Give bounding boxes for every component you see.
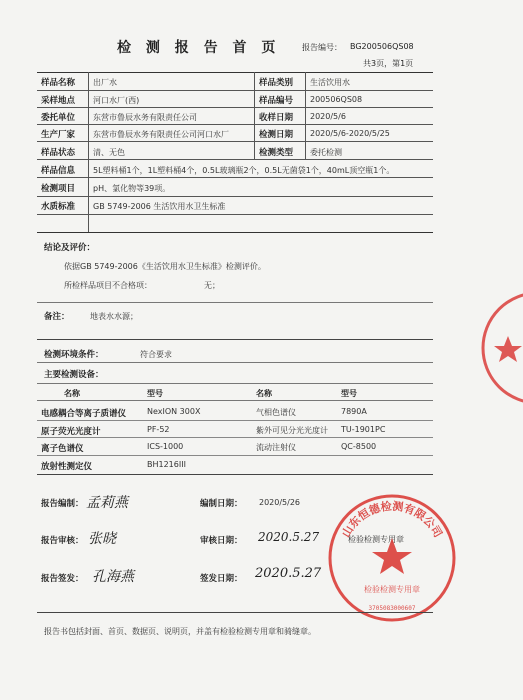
stamp-label-text: 检验检测专用章 <box>348 535 404 544</box>
equipment-name: 流动注射仪 <box>256 443 296 452</box>
table-divider <box>37 177 433 178</box>
divider <box>37 302 433 303</box>
label-receive-date: 收样日期 <box>259 113 294 123</box>
compiler-signature: 孟莉燕 <box>86 495 128 511</box>
label-sample-category: 样品类别 <box>259 78 294 88</box>
equipment-model: QC-8500 <box>341 442 377 451</box>
equipment-model: PF-52 <box>147 425 170 434</box>
label-test-date: 检测日期 <box>259 130 294 140</box>
footer-note: 报告书包括封面、首页、数据页、说明页，并盖有检验检测专用章和骑缝章。 <box>44 627 316 636</box>
fail-items-label: 所检样品项目不合格项： <box>64 281 152 290</box>
label-manufacturer: 生产厂家 <box>41 130 76 140</box>
value-receive-date: 2020/5/6 <box>310 112 346 121</box>
equipment-label: 主要检测设备： <box>44 370 104 380</box>
divider <box>37 474 433 475</box>
value-sampling-site: 河口水厂(西) <box>93 96 140 105</box>
equipment-name: 放射性测定仪 <box>41 462 93 472</box>
value-sample-number: 200506QS08 <box>310 95 363 104</box>
table-divider <box>37 124 433 125</box>
equipment-name: 原子荧光光度计 <box>41 427 101 437</box>
equipment-name: 气相色谱仪 <box>256 408 296 417</box>
conclusion-text: 依据GB 5749-2006《生活饮用水卫生标准》检测评价。 <box>64 262 266 271</box>
page-title: 检 测 报 告 首 页 <box>117 40 281 56</box>
value-water-standard: GB 5749-2006 生活饮用水卫生标准 <box>93 202 226 211</box>
divider <box>37 420 433 421</box>
conclusion-label: 结论及评价： <box>44 243 96 253</box>
environment-label: 检测环境条件： <box>44 350 104 360</box>
value-test-date: 2020/5/6-2020/5/25 <box>310 129 390 138</box>
divider <box>37 437 433 438</box>
remark-value: 地表水水源； <box>90 312 138 321</box>
review-date-label: 审核日期： <box>200 536 243 546</box>
equipment-col-model-2: 型号 <box>341 389 357 398</box>
reviewer-signature: 张晓 <box>88 531 116 547</box>
reviewer-label: 报告审核： <box>41 536 84 546</box>
divider <box>37 455 433 456</box>
label-client: 委托单位 <box>41 113 76 123</box>
label-sampling-site: 采样地点 <box>41 96 76 106</box>
label-sample-state: 样品状态 <box>41 148 76 158</box>
report-number-label: 报告编号： <box>302 43 342 52</box>
report-number: BG200506QS08 <box>350 42 414 51</box>
remark-label: 备注： <box>44 312 70 322</box>
value-sample-category: 生活饮用水 <box>310 78 350 87</box>
table-divider <box>37 90 433 91</box>
table-divider <box>37 159 433 160</box>
label-test-type: 检测类型 <box>259 148 294 158</box>
equipment-col-name-2: 名称 <box>256 389 272 398</box>
fail-items-value: 无； <box>204 281 220 290</box>
svg-text:3705083000607: 3705083000607 <box>368 605 416 612</box>
value-sample-name: 出厂水 <box>93 78 117 87</box>
divider <box>37 339 433 340</box>
compile-date: 2020/5/26 <box>259 498 301 507</box>
table-bottom-border <box>37 232 433 233</box>
divider <box>37 612 433 613</box>
equipment-name: 离子色谱仪 <box>41 444 84 454</box>
official-stamp <box>322 488 462 628</box>
equipment-model: BH1216III <box>147 460 186 469</box>
issue-date-label: 签发日期： <box>200 574 243 584</box>
table-divider <box>37 141 433 142</box>
value-test-items: pH、氯化物等39项。 <box>93 184 171 193</box>
label-sample-number: 样品编号 <box>259 96 294 106</box>
issue-date: 2020.5.27 <box>255 566 322 581</box>
divider <box>37 383 433 384</box>
equipment-model: NexION 300X <box>147 407 201 416</box>
value-sample-state: 清、无色 <box>93 148 125 157</box>
label-sample-info: 样品信息 <box>41 166 76 176</box>
value-client: 东营市鲁辰水务有限责任公司 <box>93 113 197 122</box>
table-divider <box>37 214 433 215</box>
equipment-name: 紫外可见分光光度计 <box>256 426 328 435</box>
compiler-label: 报告编制： <box>41 499 84 509</box>
value-manufacturer: 东营市鲁辰水务有限责任公司河口水厂 <box>93 130 229 139</box>
equipment-model: 7890A <box>341 407 367 416</box>
table-divider <box>37 196 433 197</box>
label-sample-name: 样品名称 <box>41 78 76 88</box>
equipment-col-name: 名称 <box>64 389 80 398</box>
equipment-model: TU-1901PC <box>341 425 386 434</box>
label-water-standard: 水质标准 <box>41 202 76 212</box>
issuer-label: 报告签发： <box>41 574 84 584</box>
svg-text:山东恒德检测有限公司: 山东恒德检测有限公司 <box>339 499 445 540</box>
equipment-model: ICS-1000 <box>147 442 184 451</box>
seam-stamp <box>478 288 523 408</box>
table-divider <box>37 107 433 108</box>
compile-date-label: 编制日期： <box>200 499 243 509</box>
label-test-items: 检测项目 <box>41 184 76 194</box>
table-col-divider <box>88 72 89 232</box>
divider <box>37 362 433 363</box>
table-top-border <box>37 72 433 73</box>
table-col-divider <box>254 72 255 159</box>
page-count: 共3页，第1页 <box>363 59 414 68</box>
equipment-col-model: 型号 <box>147 389 163 398</box>
svg-text:检验检测专用章: 检验检测专用章 <box>364 585 420 594</box>
issuer-signature: 孔海燕 <box>92 569 134 585</box>
divider <box>37 400 433 401</box>
review-date: 2020.5.27 <box>258 530 320 544</box>
value-sample-info: 5L塑料桶1个，1L塑料桶4个，0.5L玻璃瓶2个，0.5L无菌袋1个，40mL顶空瓶1个。 <box>93 166 395 175</box>
value-test-type: 委托检测 <box>310 148 342 157</box>
environment-value: 符合要求 <box>140 350 172 359</box>
equipment-name: 电感耦合等离子质谱仪 <box>41 409 127 419</box>
table-col-divider <box>305 72 306 159</box>
